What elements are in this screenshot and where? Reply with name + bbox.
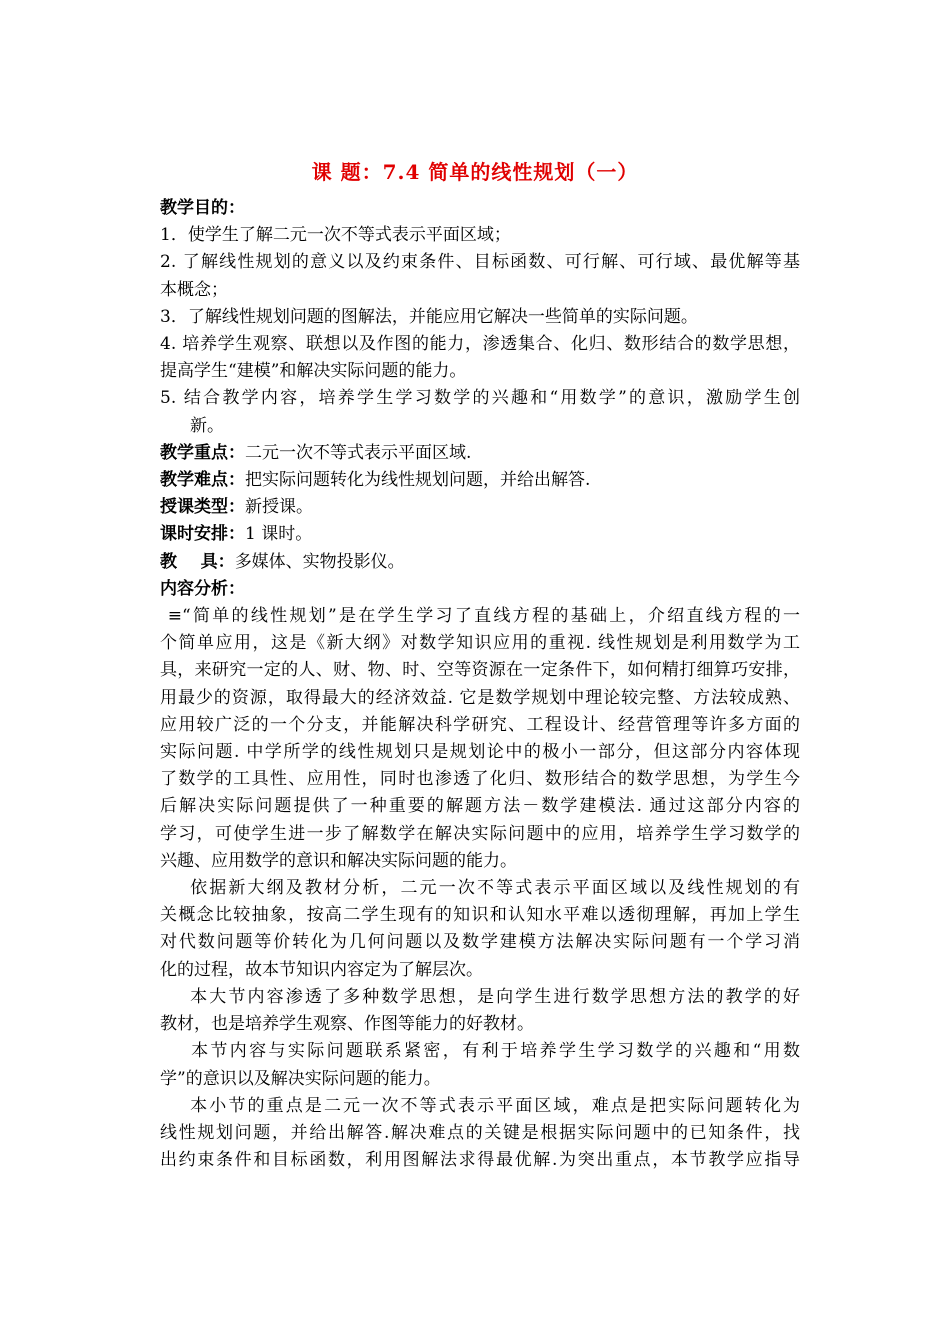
difficulty-row bbox=[160, 467, 800, 494]
tools-label: 教 具： bbox=[160, 551, 235, 572]
analysis-p2-line: 依据新大纲及教材分析，二元一次不等式表示平面区域以及线性规划的有 bbox=[160, 878, 800, 899]
analysis-p1-line: 了数学的工具性、应用性，同时也渗透了化归、数形结合的数学思想，为学生今 bbox=[160, 769, 800, 790]
document-body bbox=[160, 195, 800, 1174]
lesson-type-row bbox=[160, 494, 800, 521]
analysis-p1-last: 兴趣、应用数学的意识和解决实际问题的能力。 bbox=[160, 850, 517, 871]
analysis-p5-line: 出约束条件和目标函数，利用图解法求得最优解.为突出重点，本节教学应指导 bbox=[160, 1150, 800, 1171]
tools-row bbox=[160, 549, 800, 576]
analysis-p1-line: 学习，可使学生进一步了解数学在解决实际问题中的应用，培养学生学习数学的 bbox=[160, 823, 800, 844]
analysis-p1-line: ≡“简单的线性规划”是在学生学习了直线方程的基础上，介绍直线方程的一 bbox=[160, 606, 800, 627]
objective-2-line-2: 本概念； bbox=[160, 279, 228, 300]
analysis-p2-last: 化的过程，故本节知识内容定为了解层次。 bbox=[160, 959, 483, 980]
analysis-p4-line-1: 本节内容与实际问题联系紧密，有利于培养学生学习数学的兴趣和“用数 bbox=[160, 1041, 800, 1062]
objective-4-line-2: 提高学生“建模”和解决实际问题的能力。 bbox=[160, 361, 467, 382]
objective-1: 1．使学生了解二元一次不等式表示平面区域； bbox=[160, 225, 511, 246]
hours-text: 1 课时。 bbox=[245, 524, 313, 545]
objective-5-line-2: 新。 bbox=[190, 415, 224, 436]
lesson-type-label: 授课类型： bbox=[160, 497, 245, 518]
objective-3: 3．了解线性规划问题的图解法，并能应用它解决一些简单的实际问题。 bbox=[160, 306, 698, 327]
lesson-type-text: 新授课。 bbox=[245, 497, 313, 518]
analysis-p1-line: 后解决实际问题提供了一种重要的解题方法－数学建模法. 通过这部分内容的 bbox=[160, 796, 800, 817]
analysis-p1-line: 用最少的资源，取得最大的经济效益. 它是数学规划中理论较完整、方法较成熟、 bbox=[160, 687, 800, 708]
objectives-heading: 教学目的： bbox=[160, 198, 245, 218]
key-point-row bbox=[160, 440, 800, 467]
analysis-p1-line: 应用较广泛的一个分支，并能解决科学研究、工程设计、经营管理等许多方面的 bbox=[160, 714, 800, 735]
analysis-p4-line-2: 学”的意识以及解决实际问题的能力。 bbox=[160, 1068, 441, 1089]
difficulty-text: 把实际问题转化为线性规划问题，并给出解答. bbox=[245, 470, 591, 491]
analysis-p1-line: 实际问题. 中学所学的线性规划只是规划论中的极小一部分，但这部分内容体现 bbox=[160, 742, 800, 763]
analysis-heading: 内容分析： bbox=[160, 578, 245, 599]
analysis-p5-line: 线性规划问题，并给出解答.解决难点的关键是根据实际问题中的已知条件，找 bbox=[160, 1122, 800, 1143]
analysis-p2-line: 对代数问题等价转化为几何问题以及数学建模方法解决实际问题有一个学习消 bbox=[160, 932, 800, 953]
hours-row bbox=[160, 521, 800, 548]
lesson-title: 课 题：7.4 简单的线性规划（一） bbox=[311, 160, 639, 184]
tools-text: 多媒体、实物投影仪。 bbox=[234, 551, 405, 572]
objective-5-line-1: 5. 结合教学内容，培养学生学习数学的兴趣和“用数学”的意识，激励学生创 bbox=[160, 388, 800, 409]
difficulty-label: 教学难点： bbox=[160, 470, 245, 491]
analysis-p1-line: 个简单应用，这是《新大纲》对数学知识应用的重视. 线性规划是利用数学为工 bbox=[160, 633, 800, 654]
objective-2-line-1: 2. 了解线性规划的意义以及约束条件、目标函数、可行解、可行域、最优解等基 bbox=[160, 252, 800, 273]
analysis-p5-line: 本小节的重点是二元一次不等式表示平面区域，难点是把实际问题转化为 bbox=[160, 1095, 800, 1116]
hours-label: 课时安排： bbox=[160, 524, 245, 545]
analysis-p2-line: 关概念比较抽象，按高二学生现有的知识和认知水平难以透彻理解，再加上学生 bbox=[160, 905, 800, 926]
key-point-text: 二元一次不等式表示平面区域. bbox=[245, 442, 472, 463]
analysis-p3-line-1: 本大节内容渗透了多种数学思想，是向学生进行数学思想方法的教学的好 bbox=[160, 986, 800, 1007]
key-point-label: 教学重点： bbox=[160, 442, 245, 463]
analysis-p3-line-2: 教材，也是培养学生观察、作图等能力的好教材。 bbox=[160, 1014, 534, 1035]
analysis-p1-line: 具，来研究一定的人、财、物、时、空等资源在一定条件下，如何精打细算巧安排， bbox=[160, 660, 800, 681]
objective-4-line-1: 4. 培养学生观察、联想以及作图的能力，渗透集合、化归、数形结合的数学思想， bbox=[160, 334, 800, 355]
